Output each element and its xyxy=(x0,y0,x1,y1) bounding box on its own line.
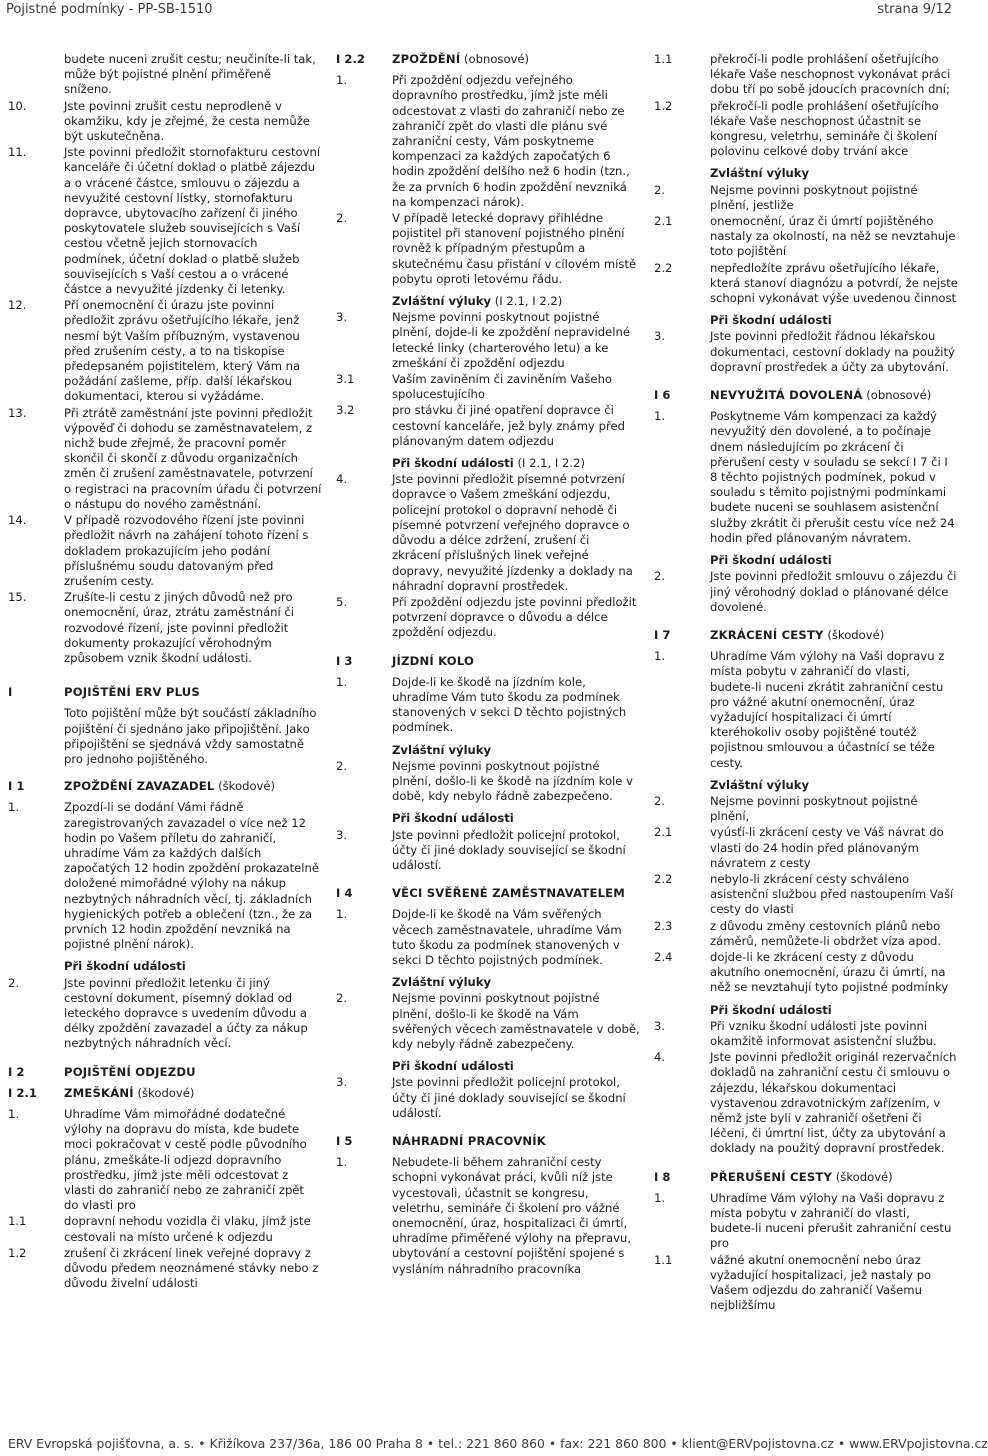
list-item: 3.1 Vaším zaviněním či zaviněním Vašeho spolucestujícího xyxy=(336,372,613,402)
list-item: 2. Nejsme povinni poskytnout pojistné plnění, xyxy=(654,793,918,824)
column-middle xyxy=(336,52,640,1278)
list-item: 1. Uhradíme Vám výlohy na Vaši dopravu z místa pobytu v zahraničí do vlasti, budete-li nuceni zkrátit zahraniční cestu pro vážné akutní onemocnění, úraz vyžadující hospitalizaci či úmrtí kteréhokoliv osoby pojištěné toutéž pojistnou smlouvou a účastnící se téže cesty. xyxy=(654,649,945,770)
footer-contact-line xyxy=(8,1436,988,1451)
list-item: 1. Dojde-li ke škodě na Vám svěřených věcech zaměstnavatele, uhradíme Vám tuto škodu za podmínek stanovených v sekci D těchto pojistných podmínek. xyxy=(336,907,622,967)
list-item: 2.1 onemocnění, úraz či úmrtí pojištěného nastaly za okolností, na něž se nevztahuje toto pojištění xyxy=(654,214,956,259)
subheading: Při škodní události xyxy=(392,1059,514,1074)
section-heading: I 2 POJIŠTĚNÍ ODJEZDU xyxy=(8,1064,196,1079)
subheading: Při škodní události xyxy=(710,553,832,568)
subheading: Zvláštní výluky (I 2.1, I 2.2) xyxy=(392,294,563,309)
section-heading: I 6 NEVYUŽITÁ DOVOLENÁ (obnosové) xyxy=(654,388,932,403)
page-number: strana 9/12 xyxy=(877,2,952,17)
footer-separator: • xyxy=(426,1436,435,1451)
document-title: Pojistné podmínky - PP-SB-1510 xyxy=(6,2,213,17)
list-item: 1. Dojde-li ke škodě na jízdním kole, uhradíme Vám tuto škodu za podmínek stanovených v sekci D těchto pojistných podmínek. xyxy=(336,674,627,735)
column-left xyxy=(8,52,322,1292)
list-item: 2.2 nebylo-li zkrácení cesty schváleno asistenční službou před nastoupením Vaší cesty do vlasti xyxy=(654,871,954,917)
section-heading: I 2.2 ZPOŽDĚNÍ (obnosové) xyxy=(336,52,530,66)
footer-company: ERV Evropská pojišťovna, a. s. xyxy=(8,1436,195,1451)
list-item: 2.3 z důvodu změny cestovních plánů nebo záměrů, nemůžete-li obdržet víza apod. xyxy=(654,918,942,948)
footer-separator: • xyxy=(670,1436,678,1451)
subheading: Zvláštní výluky xyxy=(710,166,810,181)
list-item: 2.4 dojde-li ke zkrácení cesty z důvodu akutního onemocnění, úrazu či úmrtí, na něž se nevztahují tyto pojistné podmínky xyxy=(654,949,949,995)
list-item: 2. Nejsme povinni poskytnout pojistné plnění, došlo-li ke škodě na Vám svěřených věcech zaměstnavatele v době, kdy nebyly řádně zabezpečeny. xyxy=(336,991,640,1051)
list-item: 12. Při onemocnění či úrazu jste povinni předložit zprávu ošetřujícího lékaře, jenž nesmí být Vaším příbuzným, vystavenou před zrušením cesty, a to na tiskopise předepsaném pojistitelem, který Vám na požádání zašleme, příp. další lékařskou dokumentaci, kterou si vyžádáme. xyxy=(8,298,301,404)
list-item: 1. Uhradíme Vám výlohy na Vaši dopravu z místa pobytu v zahraničí do vlasti, budete-li nuceni přerušit zahraniční cestu pro xyxy=(654,1190,952,1251)
subheading: Při škodní události xyxy=(392,811,514,826)
section-heading: I 5 NÁHRADNÍ PRACOVNÍK xyxy=(336,1134,546,1148)
list-item: 1. Zpozdí-li se dodání Vámi řádně zaregistrovaných zavazadel o více než 12 hodin po Vašem příletu do zahraničí, uhradíme Vám za každých dalších započatých 12 hodin zpoždění prokazatelně doložené mimořádné výlohy na nákup nezbytných náhradních věcí, tj. základních hygienických potřeb a oblečení (tzn., že za prvních 12 hodin zpoždění nevzniká na pojistné plnění nárok). xyxy=(8,800,319,952)
list-item: 1.2 zrušení či zkrácení linek veřejné dopravy z důvodu předem neoznámené stávky nebo z důvodu živelní události xyxy=(8,1245,319,1291)
list-item: 2. V případě letecké dopravy přihlédne pojistitel při stanovení pojistného plnění rovněž k případným přestupům a skutečnému času přistání v cílovém místě pobytu oproti letovému řádu. xyxy=(336,211,637,286)
list-item: 11. Jste povinni předložit stornofakturu cestovní kanceláře či účetní doklad o platbě zájezdu a o vrácené částce, smlouvu o zájezdu a nevyužité cestovní lístky, stornofakturu dopravce, ubytovacího zařízení či jiného poskytovatele služeb souvisejících s Vaší cestou včetně jejich stornovacích podmínek, účetní doklad o platbě služeb souvisejících s Vaší cestou a o vrácené částce a nevyužité jízdenky či letenky. xyxy=(8,145,321,297)
list-item: 10. Jste povinni zrušit cestu neprodleně v okamžiku, kdy je zřejmé, že cesta nemůže být uskutečněna. xyxy=(8,98,310,144)
list-item: 3. Nejsme povinni poskytnout pojistné plnění, dojde-li ke zpoždění nepravidelné letecké linky (charterového letu) a ke zmeškání či zpoždění odjezdu xyxy=(336,310,630,370)
list-item: 4. Jste povinni předložit originál rezervačních dokladů na zahraniční cestu či smlouvu o zájezdu, lékařskou dokumentaci vystavenou zdravotnickým zařízením, v němž jste byli v zahraničí ošetřeni či léčeni, či úmrtní list, účty za ubytování a doklady na použitý dopravní prostředek. xyxy=(654,1050,957,1156)
column-right xyxy=(654,52,958,1314)
subheading: Při škodní události xyxy=(64,959,186,974)
page-header xyxy=(0,0,960,20)
list-item: 3. Jste povinni předložit policejní protokol, účty či jiné doklady související se škodní událostí. xyxy=(336,1075,626,1120)
subheading: Zvláštní výluky xyxy=(710,777,810,792)
list-item: 2. Jste povinni předložit letenku či jiný cestovní dokument, písemný doklad od leteckého dopravce s uvedením důvodu a délky zpoždění zavazadel a účty za nákup nezbytných náhradních věcí. xyxy=(8,975,308,1051)
list-item: 3. Jste povinni předložit policejní protokol, účty či jiné doklady související se škodní událostí. xyxy=(336,827,626,872)
list-item: 2. Jste povinni předložit smlouvu o zájezdu či jiný věrohodný doklad o plánované délce dovolené. xyxy=(654,569,957,614)
list-item: 2. Nejsme povinni poskytnout pojistné plnění, jestliže xyxy=(654,182,918,212)
section-heading: I 2.1 ZMEŠKÁNÍ (škodové) xyxy=(8,1085,195,1100)
list-item: 1. Uhradíme Vám mimořádné dodatečné výlohy na dopravu do místa, kde budete moci pokračovat v cestě podle původního plánu, zmeškáte-li odjezd dopravního prostředku, jímž jste měli odcestovat z vlasti do zahraničí nebo ze zahraničí zpět do vlasti pro xyxy=(8,1107,307,1213)
list-item: 1.1 překročí-li podle prohlášení ošetřujícího lékaře Vaše neschopnost vykonávat práci dobu tří po sobě jdoucích pracovních dní; xyxy=(654,52,951,97)
section-heading: I 7 ZKRÁCENÍ CESTY (škodové) xyxy=(654,627,885,642)
section-heading: I 8 PŘERUŠENÍ CESTY (škodové) xyxy=(654,1169,893,1184)
list-item: 3. Při vzniku škodní události jste povinni okamžitě informovat asistenční službu. xyxy=(654,1018,937,1048)
list-item: 15. Zrušíte-li cestu z jiných důvodů než pro onemocnění, úraz, ztrátu zaměstnání či rozvodové řízení, jste povinni předložit dokumenty prokazující věrohodným způsobem vznik škodní události. xyxy=(8,590,295,665)
list-item: 14. V případě rozvodového řízení jste povinni předložit návrh na zahájení tohoto řízení s dokladem prokazujícím jeho podání příslušnému soudu datovaným před zrušením cesty. xyxy=(8,513,309,588)
subheading: Zvláštní výluky xyxy=(392,742,492,757)
footer-separator: • xyxy=(837,1436,846,1451)
list-item: 13. Při ztrátě zaměstnání jste povinni předložit výpověď či dohodu se zaměstnavatelem, z nichž bude zřejmé, že pracovní poměr skončil či skončí z důvodu organizačních změn či zrušení zaměstnavatele, potvrzení o registraci na pracovním úřadu či potvrzení o nástupu do nového zaměstnání. xyxy=(8,405,322,511)
list-item: 1.1 dopravní nehodu vozidla či vlaku, jímž jste cestovali na místo určené k odjezdu xyxy=(8,1214,311,1244)
section-heading: I 1 ZPOŽDĚNÍ ZAVAZADEL (škodové) xyxy=(8,779,276,794)
list-item: 1. Nebudete-li během zahraniční cesty schopni vykonávat práci, kvůli níž jste vycestovali, účastnit se kongresu, veletrhu, semináře či školení pro vážné onemocnění, úraz, hospitalizaci či úmrtí, uhradíme přiměřené výlohy na přepravu, ubytování a cestovní pojištění spojené s vysláním náhradního pracovníka xyxy=(336,1155,632,1276)
subheading: Zvláštní výluky xyxy=(392,975,492,990)
subheading: Při škodní události xyxy=(710,313,832,328)
subheading: Při škodní události (I 2.1, I 2.2) xyxy=(392,456,585,471)
list-item: 3.2 pro stávku či jiné opatření dopravce či cestovní kanceláře, jež byly známy před plánovaným datem odjezdu xyxy=(336,403,625,448)
footer-fax: fax: 221 860 800 xyxy=(560,1436,667,1451)
list-item: 2.2 nepředložíte zprávu ošetřujícího lékaře, která stanoví diagnózu a potvrdí, že nejste schopni vykonávat výše uvedenou činnost xyxy=(654,260,958,306)
footer-separator: • xyxy=(198,1436,206,1451)
page-footer xyxy=(0,1432,988,1456)
section-heading: I 3 JÍZDNÍ KOLO xyxy=(336,653,475,668)
footer-tel: tel.: 221 860 860 xyxy=(438,1436,545,1451)
list-item: 5. Při zpoždění odjezdu jste povinni předložit potvrzení dopravce o důvodu a délce zpoždění odjezdu. xyxy=(336,594,637,640)
footer-web-link[interactable]: www.ERVpojistovna.cz xyxy=(849,1436,988,1451)
footer-address: Křižíkova 237/36a, 186 00 Praha 8 xyxy=(209,1436,423,1451)
footer-separator: • xyxy=(548,1436,557,1451)
list-item: 2. Nejsme povinni poskytnout pojistné plnění, došlo-li ke škodě na jízdním kole v době, kdy nebylo řádně zabezpečeno. xyxy=(336,758,633,804)
list-item: 1.2 překročí-li podle prohlášení ošetřujícího lékaře Vaše neschopnost účastnit se kongresu, veletrhu, semináře či školení polovinu celkové doby trvání akce xyxy=(654,98,939,159)
list-item: 4. Jste povinni předložit písemné potvrzení dopravce o Vašem zmeškání odjezdu, policejní protokol o dopravní nehodě či písemné potvrzení veřejného dopravce o důvodu a délce zdržení, zrušení či zkrácení příslušných linek veřejné dopravy, nevyužité jízdenky a doklady na náhradní dopravní prostředek. xyxy=(336,472,633,593)
list-item: 2.1 vyúsťí-li zkrácení cesty ve Váš návrat do vlasti do 24 hodin před plánovaným návratem z cesty xyxy=(654,825,944,870)
list-item: 3. Jste povinni předložit řádnou lékařskou dokumentaci, cestovní doklady na použitý dopravní prostředek a účty za ubytování. xyxy=(654,329,955,374)
section-heading: I POJIŠTĚNÍ ERV PLUS xyxy=(8,685,200,700)
list-item: 1.1 vážné akutní onemocnění nebo úraz vyžadující hospitalizaci, jež nastaly po Vašem odjezdu do zahraničí Vašemu nejbližšímu xyxy=(654,1252,932,1313)
footer-email-link[interactable]: klient@ERVpojistovna.cz xyxy=(681,1436,834,1451)
section-heading: I 4 VĚCI SVĚŘENÉ ZAMĚSTNAVATELEM xyxy=(336,886,626,901)
list-item: 1. Při zpoždění odjezdu veřejného dopravního prostředku, jímž jste měli odcestovat z vlasti do zahraničí nebo ze zahraničí zpět do vlasti dle plánu své zahraniční cesty, Vám poskytneme kompenzaci za každých započatých 6 hodin zpoždění delšího než 6 hodin (tzn., že za prvních 6 hodin zpoždění nevzniká na kompenzaci nárok). xyxy=(336,73,630,209)
subheading: Při škodní události xyxy=(710,1002,832,1017)
section-intro: Toto pojištění může být součástí základního pojištění či sjednáno jako připojištění. Jako připojištění se sjednává vždy samostatně pro jednoho pojištěného. xyxy=(64,706,317,766)
list-item: 1. Poskytneme Vám kompenzaci za každý nevyužitý den dovolené, a to počínaje dnem následujícím po zkrácení či přerušení cesty v souladu se sekcí I 7 či I 8 těchto pojistných podmínek, pokud v souladu s těmito pojistnými podmínkami budete nuceni se souhlasem asistenční služby zkrátit či přerušit cestu více než 24 hodin před plánovaným návratem. xyxy=(654,409,955,545)
list-item: budete nuceni zrušit cestu; neučiníte-li tak, může být pojistné plnění přiměřeně sníženo. xyxy=(64,52,316,97)
